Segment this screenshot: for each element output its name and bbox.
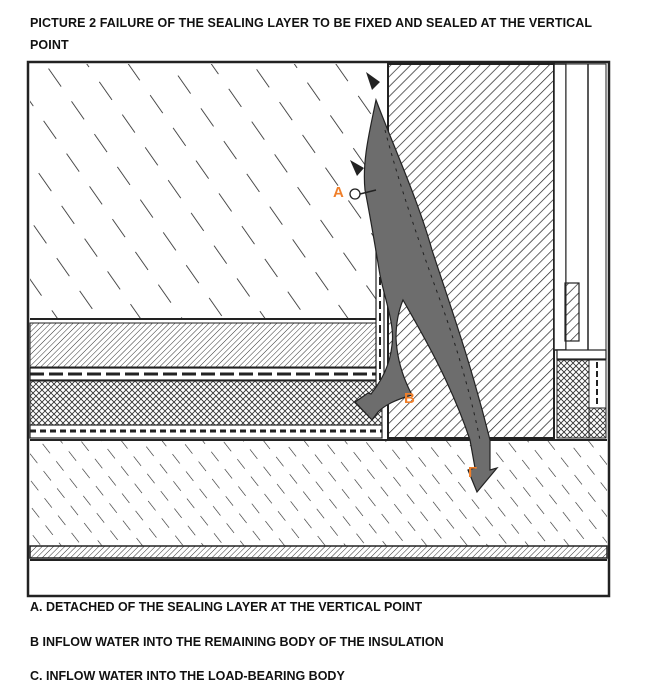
tile-layer bbox=[30, 323, 380, 367]
caption-a: A. DETACHED OF THE SEALING LAYER AT THE VERTICAL POINT bbox=[30, 600, 423, 614]
label-a: A bbox=[333, 184, 344, 201]
exterior-cladding bbox=[554, 64, 606, 438]
figure-title-line-1: PICTURE 2 FAILURE OF THE SEALING LAYER TO BE FIXED AND SEALED AT THE VERTICAL POINT bbox=[30, 16, 592, 52]
lower-membrane bbox=[30, 425, 382, 438]
label-b: B bbox=[404, 390, 415, 407]
label-c: Γ bbox=[468, 464, 478, 481]
insulation-layer bbox=[30, 381, 382, 425]
concrete-slab bbox=[30, 440, 607, 546]
upper-membrane bbox=[30, 368, 382, 380]
caption-c: C. INFLOW WATER INTO THE LOAD-BEARING BODY bbox=[30, 669, 345, 683]
base-layer bbox=[30, 546, 607, 560]
screed-layer bbox=[30, 64, 382, 319]
caption-b: B INFLOW WATER INTO THE REMAINING BODY OF THE INSULATION bbox=[30, 635, 444, 649]
